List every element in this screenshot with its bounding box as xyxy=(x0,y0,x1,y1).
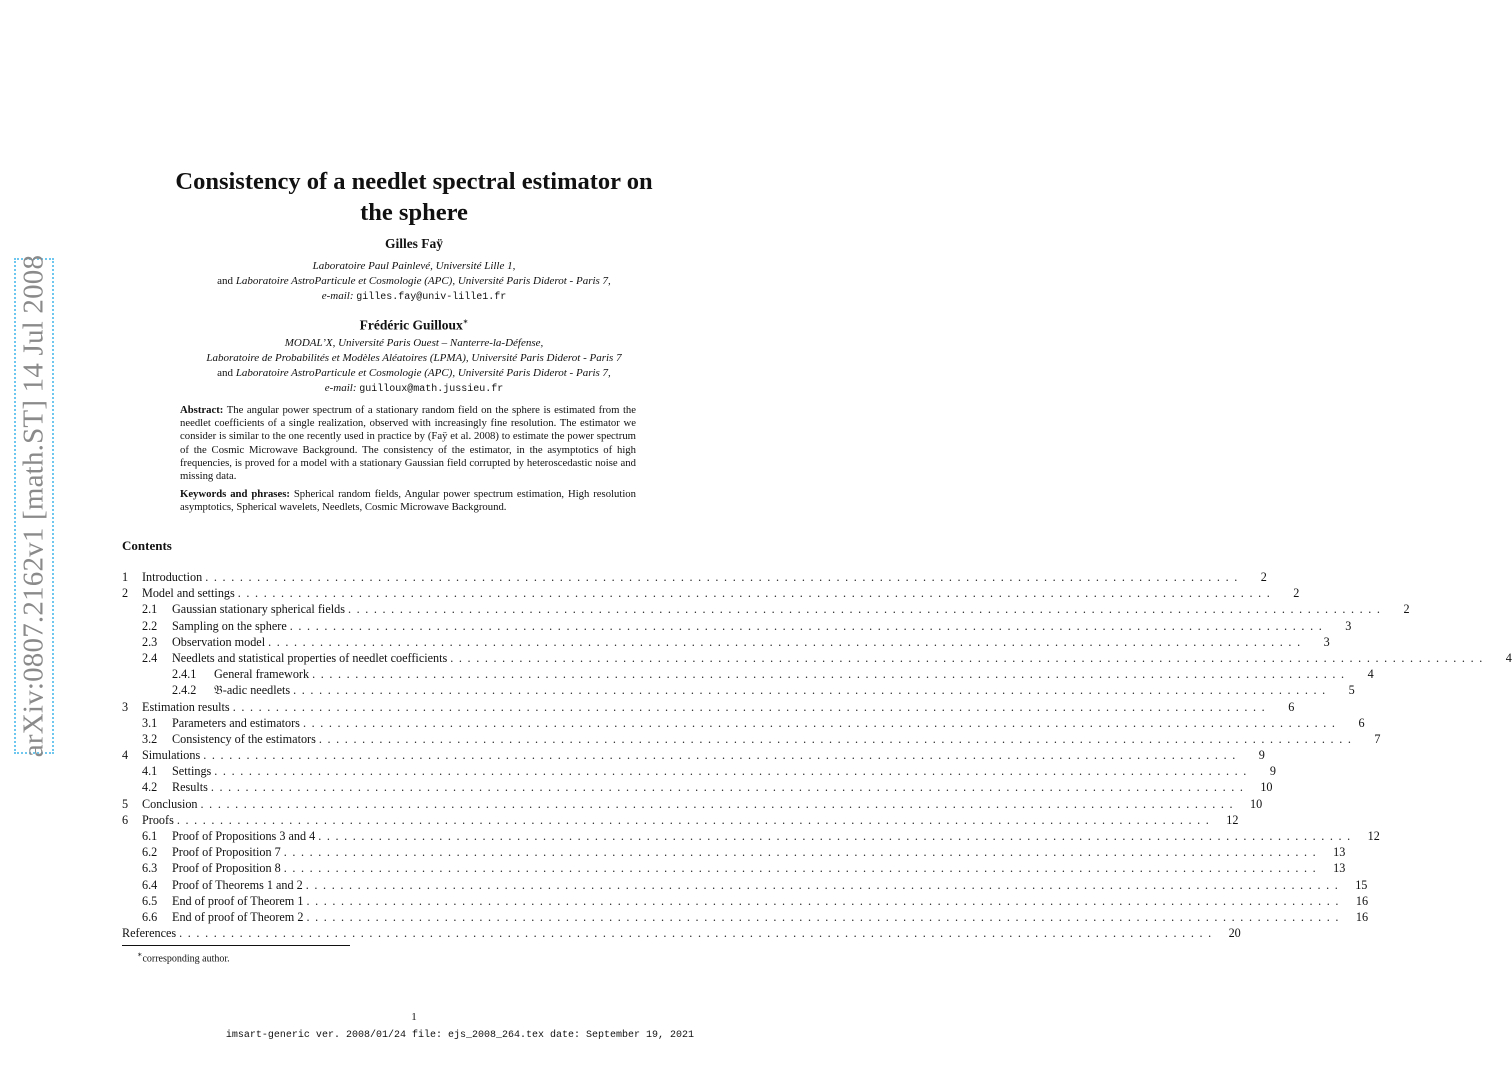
toc-entry[interactable] xyxy=(122,812,1239,828)
toc-entry-page: 2 xyxy=(1403,602,1410,617)
toc-entry-number: 3.2 xyxy=(142,731,158,746)
toc-leader-dots: ........................................................................................................................ xyxy=(306,893,1345,908)
toc-leader-dots: ........................................................................................................................ xyxy=(205,570,1243,584)
toc-entry[interactable] xyxy=(122,844,1346,860)
toc-entry-title: Observation model xyxy=(172,634,266,649)
footer-info: imsart-generic ver. 2008/01/24 file: ejs_2008_264.tex date: September 19, 2021 xyxy=(225,1030,694,1041)
toc-leader-dots: ........................................................................................................................ xyxy=(318,829,1356,843)
affiliation-line: Laboratoire AstroParticule et Cosmologie (APC), Université Paris Diderot - Paris 7, xyxy=(235,275,611,287)
affiliation-line: Laboratoire Paul Painlevé, Université Lille 1, xyxy=(312,260,516,272)
toc-entry-number: 4 xyxy=(122,748,129,763)
abstract-label: Abstract: xyxy=(180,404,224,416)
footnote xyxy=(137,950,230,964)
page-number: 1 xyxy=(411,1011,417,1023)
toc-entry-title: Parameters and estimators xyxy=(172,715,300,730)
toc-entry-title: General framework xyxy=(214,667,310,682)
toc-entry-number: 4.1 xyxy=(142,764,158,779)
email-label: e-mail: xyxy=(324,382,357,394)
email-link[interactable]: gilles.fay@univ-lille1.fr xyxy=(356,292,507,303)
toc-entry-page: 13 xyxy=(1333,845,1346,860)
email-label: e-mail: xyxy=(321,290,354,302)
toc-entry-title: Results xyxy=(172,780,208,795)
footnote-rule xyxy=(122,945,350,946)
toc-entry-page: 5 xyxy=(1348,683,1355,698)
toc-entry-title: Simulations xyxy=(142,748,201,763)
affiliation-line: MODAL’X, Université Paris Ouest – Nanterre-la-Défense, xyxy=(284,337,544,349)
toc-entry-title: References xyxy=(122,926,177,941)
toc-entry-page: 2 xyxy=(1260,570,1267,584)
toc-entry-number: 6.6 xyxy=(142,909,158,924)
toc-entry[interactable] xyxy=(122,699,1295,715)
toc-entry[interactable] xyxy=(122,860,1346,876)
toc-entry-page: 3 xyxy=(1345,618,1352,633)
footnote-mark: ∗ xyxy=(137,950,143,959)
toc-entry-title: Proof of Theorems 1 and 2 xyxy=(172,877,303,892)
toc-leader-dots: ........................................................................................................................ xyxy=(210,780,1249,795)
toc-entry-number: 2.4.1 xyxy=(172,667,197,682)
keywords xyxy=(180,488,636,514)
toc-entry[interactable] xyxy=(122,796,1263,812)
toc-entry-page: 9 xyxy=(1258,748,1265,763)
toc-entry-title: Proof of Proposition 8 xyxy=(172,861,281,876)
author-name-text: Frédéric Guilloux xyxy=(359,317,463,333)
toc-entry[interactable] xyxy=(122,877,1368,893)
toc-entry-page: 12 xyxy=(1226,812,1239,827)
toc-entry-number: 2.3 xyxy=(142,634,158,649)
toc-leader-dots: ........................................................................................................................ xyxy=(214,764,1252,779)
toc-entry-number: 6.3 xyxy=(142,861,158,876)
toc-entry[interactable] xyxy=(122,763,1276,779)
toc-entry-title: Gaussian stationary spherical fields xyxy=(172,602,345,617)
toc-entry-title: Consistency of the estimators xyxy=(172,731,316,746)
title-line-2: the sphere xyxy=(360,199,468,226)
abstract xyxy=(180,404,636,483)
toc-entry-title: Proofs xyxy=(142,812,174,827)
toc-leader-dots: ........................................................................................................................ xyxy=(237,586,1276,601)
toc-entry[interactable] xyxy=(122,731,1381,747)
contents-heading: Contents xyxy=(122,538,172,553)
toc-entry-number: 4.2 xyxy=(142,780,158,795)
toc-leader-dots: ........................................................................................................................ xyxy=(450,650,1488,665)
toc-entry-title: Model and settings xyxy=(142,586,235,601)
toc-leader-dots: ........................................................................................................................ xyxy=(179,926,1217,941)
toc-entry-number: 6.4 xyxy=(142,877,158,892)
toc-entry-page: 12 xyxy=(1367,829,1380,843)
toc-entry[interactable] xyxy=(122,601,1410,617)
toc-entry-page: 16 xyxy=(1355,893,1369,908)
toc-entry-page: 4 xyxy=(1505,650,1512,665)
toc-entry-number: 6 xyxy=(122,812,129,827)
toc-entry[interactable] xyxy=(122,682,1355,698)
toc-entry-number: 6.5 xyxy=(142,893,158,908)
toc-entry-page: 7 xyxy=(1374,731,1381,746)
table-of-contents xyxy=(122,569,1512,941)
toc-entry[interactable] xyxy=(122,585,1300,601)
toc-entry-number: 2.4 xyxy=(142,650,158,665)
toc-entry-page: 9 xyxy=(1269,764,1276,779)
toc-entry[interactable] xyxy=(122,828,1380,844)
toc-entry-page: 16 xyxy=(1355,909,1369,924)
toc-entry[interactable] xyxy=(122,634,1330,650)
toc-leader-dots: ........................................................................................................................ xyxy=(318,731,1357,746)
toc-entry-title: Proof of Propositions 3 and 4 xyxy=(172,829,316,843)
toc-entry-page: 10 xyxy=(1249,796,1263,811)
toc-entry-number: 5 xyxy=(122,796,129,811)
toc-entry[interactable] xyxy=(122,715,1365,731)
toc-entry-title: Estimation results xyxy=(142,699,230,714)
toc-leader-dots: ........................................................................................................................ xyxy=(283,845,1322,860)
toc-entry-page: 13 xyxy=(1333,861,1346,876)
paper-title xyxy=(120,166,708,228)
toc-entry-page: 15 xyxy=(1355,877,1368,892)
toc-leader-dots: ........................................................................................................................ xyxy=(176,812,1215,827)
toc-entry[interactable] xyxy=(122,893,1369,909)
toc-entry-title: Sampling on the sphere xyxy=(172,618,287,633)
abstract-text: The angular power spectrum of a stationary random field on the sphere is estimated from the needlet coefficients of a single realization, observed with increasingly fine resolution. The estimator we consider is similar to the one recently used in practice by (Faÿ et al. 2008) to estimate the power spectrum of the Cosmic Microwave Background. The consistency of the estimator, in the asymptotics of high frequencies, is proved for a model with a stationary Gaussian field corrupted by heteroscedastic noise and missing data. xyxy=(180,404,636,483)
toc-leader-dots: ........................................................................................................................ xyxy=(203,748,1241,763)
author-1-affiliation xyxy=(120,259,708,305)
toc-leader-dots: ........................................................................................................................ xyxy=(305,877,1344,892)
author-2-affiliation xyxy=(120,336,708,397)
author-name-2 xyxy=(120,316,708,334)
toc-entry-number: 2.4.2 xyxy=(172,683,197,698)
toc-leader-dots: ........................................................................................................................ xyxy=(312,667,1350,682)
toc-leader-dots: ........................................................................................................................ xyxy=(268,634,1306,649)
toc-entry-title: Settings xyxy=(172,764,212,779)
toc-entry-number: 6.2 xyxy=(142,845,158,860)
toc-entry-title: End of proof of Theorem 2 xyxy=(172,909,304,924)
toc-entry-page: 2 xyxy=(1293,586,1300,601)
toc-leader-dots: ........................................................................................................................ xyxy=(289,618,1328,633)
toc-entry-number: 3 xyxy=(122,699,129,714)
toc-entry-number: 3.1 xyxy=(142,715,158,730)
toc-leader-dots: ........................................................................................................................ xyxy=(306,909,1345,924)
footnote-mark: ∗ xyxy=(462,317,469,326)
toc-entry-page: 6 xyxy=(1288,699,1295,714)
toc-entry-title: 𝔅-adic needlets xyxy=(214,683,291,698)
toc-entry-page: 3 xyxy=(1323,634,1330,649)
toc-leader-dots: ........................................................................................................................ xyxy=(232,699,1271,714)
toc-entry-number: 1 xyxy=(122,570,129,584)
arxiv-stamp: arXiv:0807.2162v1 [math.ST] 14 Jul 2008 xyxy=(17,254,50,758)
toc-entry[interactable] xyxy=(122,779,1273,795)
toc-entry-page: 10 xyxy=(1260,780,1273,795)
toc-entry-title: Proof of Proposition 7 xyxy=(172,845,281,860)
toc-leader-dots: ........................................................................................................................ xyxy=(347,602,1386,617)
email-link[interactable]: guilloux@math.jussieu.fr xyxy=(359,384,504,395)
toc-leader-dots: ........................................................................................................................ xyxy=(293,683,1331,698)
title-line-1: Consistency of a needlet spectral estimator on xyxy=(175,168,653,195)
toc-entry-title: Needlets and statistical properties of needlet coefficients xyxy=(172,650,448,665)
affiliation-prefix: and xyxy=(217,275,236,287)
toc-entry-number: 2.2 xyxy=(142,618,158,633)
toc-entry-number: 6.1 xyxy=(142,829,158,843)
toc-entry-title: End of proof of Theorem 1 xyxy=(172,893,304,908)
toc-entry-number: 2.1 xyxy=(142,602,158,617)
toc-leader-dots: ........................................................................................................................ xyxy=(302,715,1341,730)
toc-entry-page: 6 xyxy=(1358,715,1365,730)
toc-entry[interactable] xyxy=(122,618,1352,634)
toc-entry-title: Conclusion xyxy=(142,796,198,811)
toc-entry[interactable] xyxy=(122,650,1512,666)
toc-entry[interactable] xyxy=(122,666,1374,682)
affiliation-prefix: and xyxy=(217,367,236,379)
toc-leader-dots: ........................................................................................................................ xyxy=(200,796,1239,811)
toc-entry[interactable] xyxy=(122,569,1267,585)
toc-entry-page: 20 xyxy=(1228,926,1241,941)
keywords-text: Spherical random fields, Angular power spectrum estimation, High resolution asymptotics, Spherical wavelets, Needlets, Cosmic Microwave Background. xyxy=(180,488,636,514)
affiliation-line: Laboratoire AstroParticule et Cosmologie (APC), Université Paris Diderot - Paris 7, xyxy=(235,367,611,379)
toc-entry-page: 4 xyxy=(1367,667,1374,682)
toc-entry-title: Introduction xyxy=(142,570,203,584)
toc-leader-dots: ........................................................................................................................ xyxy=(283,861,1322,876)
keywords-label: Keywords and phrases: xyxy=(180,488,290,500)
author-name-1: Gilles Faÿ xyxy=(384,236,444,251)
toc-entry[interactable] xyxy=(122,909,1369,925)
affiliation-line: Laboratoire de Probabilités et Modèles Aléatoires (LPMA), Université Paris Diderot - Paris 7 xyxy=(206,352,622,364)
toc-entry-number: 2 xyxy=(122,586,129,601)
toc-entry[interactable] xyxy=(122,925,1241,941)
toc-entry[interactable] xyxy=(122,747,1265,763)
footnote-text: corresponding author. xyxy=(142,953,230,965)
